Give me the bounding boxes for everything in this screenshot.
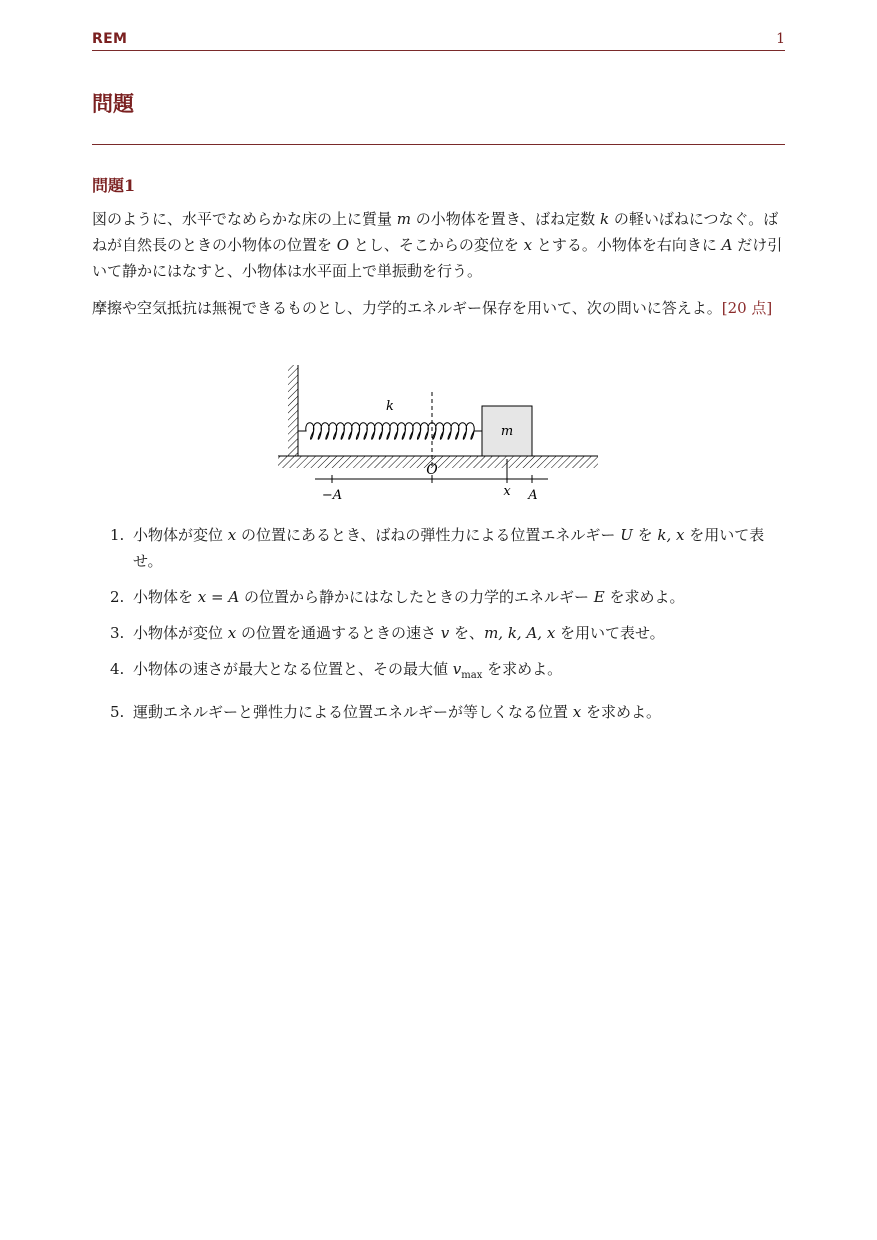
page-number: 1 xyxy=(776,31,785,47)
floor xyxy=(278,456,598,468)
intro-paragraph: 図のように、水平でなめらかな床の上に質量 m の小物体を置き、ばね定数 k の軽いばねにつなぐ。ばねが自然長のときの小物体の位置を O とし、そこからの変位を x とする。小物体を右向きに A だけ引いて静かにはなすと、小物体は水平面上で単振動を行う。 xyxy=(92,210,783,280)
points-label: [20 点] xyxy=(721,299,773,317)
question-item: 3. 小物体が変位 x の位置を通過するときの速さ v を、m, k, A, x を用いて表せ。 xyxy=(110,624,665,642)
instruction-paragraph: 摩擦や空気抵抗は無視できるものとし、力学的エネルギー保存を用いて、次の問いに答えよ。[20 点] xyxy=(92,299,773,317)
label-m: m xyxy=(500,424,514,439)
label-negA: −A xyxy=(321,488,343,503)
spring xyxy=(298,423,482,440)
label-O: O xyxy=(426,462,438,478)
var-A: A xyxy=(721,236,733,254)
header-brand: REM xyxy=(92,31,128,47)
problem-title: 問題1 xyxy=(92,176,136,195)
var-x: x xyxy=(523,236,533,254)
section-divider xyxy=(92,144,785,145)
var-m: m xyxy=(396,210,412,228)
var-O: O xyxy=(336,236,350,254)
spring-mass-figure xyxy=(270,360,610,510)
label-k: k xyxy=(386,399,394,414)
question-item: 1. 小物体が変位 x の位置にあるとき、ばねの弾性力による位置エネルギー U を k, x を用いて表せ。 xyxy=(110,526,765,570)
question-item: 4. 小物体の速さが最大となる位置と、その最大値 $v_{max}$ を求めよ。 xyxy=(110,660,563,681)
question-list xyxy=(92,522,785,735)
question-item: 5. 運動エネルギーと弾性力による位置エネルギーが等しくなる位置 x を求めよ。 xyxy=(110,703,662,721)
var-k: k xyxy=(599,210,610,228)
label-A: A xyxy=(528,488,538,503)
page-header xyxy=(92,30,785,51)
wall xyxy=(288,365,298,456)
question-item: 2. 小物体を x = A の位置から静かにはなしたときの力学的エネルギー E を求めよ。 xyxy=(110,588,685,606)
section-title: 問題 xyxy=(92,91,134,116)
label-x: x xyxy=(503,484,511,499)
